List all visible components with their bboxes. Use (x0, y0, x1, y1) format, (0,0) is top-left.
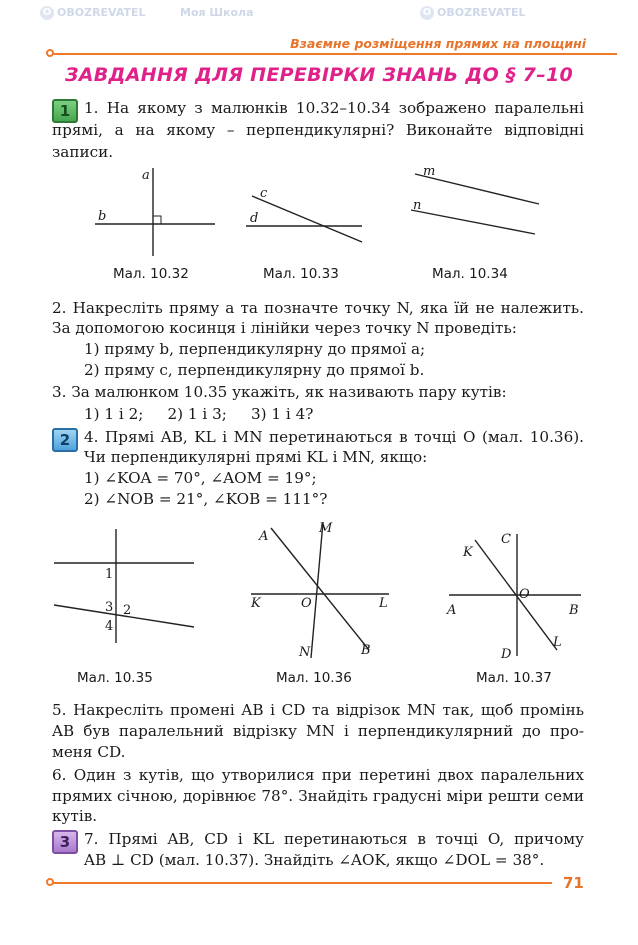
task4-line2: Чи перпендикулярні прямі KL і MN, якщо: (84, 448, 428, 466)
angle-label-3: 3 (105, 600, 114, 615)
point-label-K: K (251, 596, 261, 611)
task2-line3: 1) пряму b, перпендикулярну до прямої a; (84, 340, 426, 358)
task5-line3: меня CD. (52, 743, 126, 761)
point-label-L: L (553, 635, 562, 650)
figure-10-32 (90, 160, 220, 260)
task5-line1: 5. Накресліть промені AB і CD та відрізок MN так, щоб промінь (52, 701, 584, 719)
task3-line2: 1) 1 і 2; 2) 1 і 3; 3) 1 і 4? (84, 405, 314, 423)
task7-line2: AB ⊥ CD (мал. 10.37). Знайдіть ∠AOK, якщо ∠DOL = 38°. (84, 851, 545, 869)
figure-10-33 (240, 180, 370, 250)
caption-10-32: Мал. 10.32 (113, 266, 189, 282)
caption-10-37: Мал. 10.37 (476, 670, 552, 686)
line-label-m: m (423, 164, 436, 179)
task1-line1: 1. На якому з малюнків 10.32–10.34 зображено паралельні (84, 99, 584, 117)
task2-line2: За допомогою косинця і лінійки через точку N проведіть: (52, 319, 517, 337)
angle-label-4: 4 (105, 619, 114, 634)
caption-10-35: Мал. 10.35 (77, 670, 153, 686)
task2-line1: 2. Накресліть пряму a та позначте точку N, яка їй не належить. (52, 299, 584, 317)
point-label-M: M (319, 521, 333, 536)
point-label-O: O (519, 587, 530, 602)
line-label-d: d (250, 211, 259, 226)
task4-line3: 1) ∠KOA = 70°, ∠AOM = 19°; (84, 469, 317, 487)
point-label-L: L (379, 596, 388, 611)
watermark: O OBOZREVATEL (420, 6, 526, 20)
task1-line2: прямі, а на якому – перпендикулярні? Виконайте відповідні (52, 121, 584, 139)
task6-line1: 6. Один з кутів, що утворилися при перетині двох паралельних (52, 766, 584, 784)
point-label-C: C (501, 532, 511, 547)
running-title: Взаємне розміщення прямих на площині (290, 36, 586, 51)
point-label-A: A (259, 529, 269, 544)
header-rule (52, 53, 617, 55)
figure-10-37 (445, 528, 585, 663)
task4-line4: 2) ∠NOB = 21°, ∠KOB = 111°? (84, 490, 328, 508)
point-label-B: B (361, 643, 371, 658)
task5-line2: AB був паралельний відрізку MN і перпендикулярний до про- (52, 722, 584, 740)
task6-line2: прямих січною, дорівнює 78°. Знайдіть градусні міри решти семи (52, 787, 584, 805)
point-label-N: N (299, 645, 311, 660)
figure-10-34 (405, 160, 545, 240)
angle-label-1: 1 (105, 567, 114, 582)
watermark: O OBOZREVATEL (40, 6, 146, 20)
footer-rule (52, 882, 552, 884)
point-label-D: D (501, 647, 512, 662)
task6-line3: кутів. (52, 807, 98, 825)
point-label-B: B (569, 603, 579, 618)
line-label-n: n (413, 198, 422, 213)
point-label-A: A (447, 603, 457, 618)
caption-10-33: Мал. 10.33 (263, 266, 339, 282)
line-label-a: a (142, 168, 150, 183)
page-number: 71 (563, 874, 584, 892)
line-label-b: b (98, 209, 107, 224)
caption-10-34: Мал. 10.34 (432, 266, 508, 282)
task4-line1: 4. Прямі AB, KL і MN перетинаються в точці O (мал. 10.36). (84, 428, 584, 446)
task7-line1: 7. Прямі AB, CD і KL перетинаються в точці O, причому (84, 830, 584, 848)
page-title: ЗАВДАННЯ ДЛЯ ПЕРЕВІРКИ ЗНАНЬ ДО § 7–10 (64, 64, 574, 86)
level-badge-1: 1 (52, 99, 78, 123)
task3-line1: 3. За малюнком 10.35 укажіть, як називають пару кутів: (52, 383, 507, 401)
figure-10-36 (245, 518, 395, 663)
caption-10-36: Мал. 10.36 (276, 670, 352, 686)
level-badge-2: 2 (52, 428, 78, 452)
point-label-O: O (301, 596, 312, 611)
task1-line3: записи. (52, 143, 114, 161)
level-badge-3: 3 (52, 830, 78, 854)
point-label-K: K (463, 545, 473, 560)
line-label-c: c (260, 186, 268, 201)
angle-label-2: 2 (123, 603, 132, 618)
task2-line4: 2) пряму c, перпендикулярну до прямої b. (84, 361, 425, 379)
watermark: Моя Школа (180, 6, 254, 19)
figure-10-35 (50, 525, 200, 645)
